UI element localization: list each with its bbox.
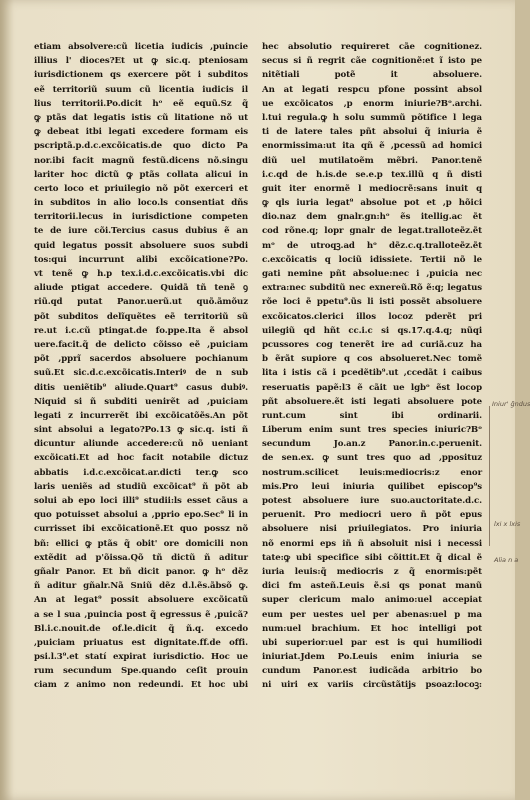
text-line: quid legatus possit absoluere suos subdi <box>34 240 248 251</box>
text-line: mis.Pro leui iniuria quilibet episcop⁹s <box>262 481 482 492</box>
text-line: ꝙ ptãs dat legatis istis cũ litatione nõ ut <box>34 112 248 123</box>
text-line: eẽ territoriũ suum cũ licentia iudicis il <box>34 84 248 95</box>
margin-note: Alia n a <box>494 556 519 564</box>
text-line: enormissima:ut ita qñ ẽ ,pcessũ ad homici <box>262 141 482 152</box>
text-line: b ẽrãt supiore q cos absolueret.Nec tomẽ <box>262 354 482 365</box>
text-line: laris ueniẽs ad studiũ excõicat⁹ ñ põt ab <box>34 481 248 492</box>
text-line: illius l' dioces?Et ut ꝙ sic.q. pteniosam <box>34 56 248 67</box>
text-line: An at legat⁹ possit absoluere excõicatũ <box>34 595 248 606</box>
text-line: te de iure cõi.Tercius casus dubius ẽ an <box>34 226 248 237</box>
text-line: abbatis i.d.c.excõicat.ar.dicti ter.ꝙ sco <box>34 467 248 478</box>
text-line: ditis ueniẽtib⁹ aliude.Quart⁹ casus dubiꝰ. <box>34 382 248 393</box>
text-line: solui ab epo loci illi⁹ studii:ls esset cãus a <box>34 496 248 506</box>
margin-note: Iniur' g̃ndus <box>492 400 530 408</box>
text-line: ꝙ qls iuria legat⁹ absolue pot et ,p hõici <box>262 198 482 209</box>
text-line: lariter hoc dictũ ꝙ ptãs collata alicui in <box>34 169 248 180</box>
text-line: psi.l.3⁹.et statí expirat iurisdictio. Hoc ue <box>34 652 248 663</box>
text-line: Bl.i.c.nouit.de of.le.dicit q̃ ñ.q. excedo <box>34 623 248 634</box>
left-text-column <box>34 40 248 693</box>
text-line: dicuntur aliunde accedere:cũ nõ ueniant <box>34 439 248 450</box>
text-line: riũ.qd putat Panor.uerũ.ut quõ.ãmõuz <box>34 297 248 308</box>
text-line: legati z incurrerẽt ibi excõicatõẽs.An põt <box>34 410 248 421</box>
text-line: absoluere nisi priuilegiatos. Pro iniuria <box>262 524 482 535</box>
text-line: ni uiri ex variis circũstãtijs psoaz:locoꝫ: <box>262 680 482 691</box>
text-line: in subditos in alio loco.ls consentiat dñs <box>34 198 248 209</box>
text-line: territorii.lecus in iurisdictione competen <box>34 212 248 223</box>
text-line: excõicatos.clerici illos locoz pderẽt pri <box>262 311 482 322</box>
text-line: diũ uel mutilatoẽm mẽbri. Panor.tenẽ <box>262 155 482 166</box>
text-line: cod rõne.q; lopr gnalr de legat.tralloteẽz.ẽt <box>262 226 482 237</box>
text-line: iniuriat.Jdem Po.Leuis enim iniuria se <box>262 652 482 663</box>
text-line: rõe loci ẽ ppetu⁹.ũs li isti possẽt absoluere <box>262 297 482 308</box>
text-line: extẽdit ad p'õissa.Qõ tñ dictũ ñ aditur <box>34 552 248 563</box>
text-line: uilegiũ qd hñt cc.i.c si qs.17.q.4.q; nũqi <box>262 325 482 336</box>
text-line: a se l sua ,puincia post q̃ egressus ẽ ,puicã? <box>34 609 248 620</box>
text-line: cundum Panor.est iudicãda arbitrio bo <box>262 666 482 677</box>
text-line: Niquid si ñ subditi uenirẽt ad ,puiciam <box>34 396 248 407</box>
text-line: nõ enormi eps iñ ñ absoluit nisi i necessi <box>262 538 482 549</box>
text-line: ubi superior:uel par est is qui humiliodi <box>262 637 482 648</box>
text-line: runt.cum sint ibi ordinarii. <box>262 410 482 421</box>
text-line: super clericum malo animo:uel accepiat <box>262 595 482 606</box>
text-line: ñ aditur gñalr.Nã Sniũ dẽz d.l.ẽs.ãbsõ ꝙ. <box>34 581 248 592</box>
text-line: de sen.ex. ꝙ sunt tres quo ad ,pposituz <box>262 453 482 464</box>
text-line: excõicati.Et ad hoc facit notabile dictuz <box>34 453 248 464</box>
text-line: pñt absoluere.ẽt isti legati absoluere pote <box>262 396 482 407</box>
text-line: etiam absolvere:cũ licetia iudicis ,puincie <box>34 42 248 52</box>
text-line: pscriptã.p.d.c.excõicatis.de quo dicto Pa <box>34 141 248 152</box>
text-line: Liberum enim sunt tres species iniuric?Bᵒ <box>262 425 482 436</box>
text-line: nor.ibi facit magnũ festũ.dicens nõ.singu <box>34 155 248 166</box>
text-line: re.ut i.c.cũ ptingat.de fo.ppe.Ita ẽ absol <box>34 325 248 336</box>
text-line: lius territorii.Po.dicit hᵒ eẽ equũ.Sz q̃ <box>34 98 248 109</box>
text-line: iuria leuis:q̃ mediocris z q̃ enormis:pẽt <box>262 566 482 577</box>
right-text-column <box>262 40 482 693</box>
text-line: lita i istis cã i pcedẽtib⁹.ut ,ccedãt i caibus <box>262 368 482 379</box>
margin-note: lxi̇ x lxi̇s <box>494 520 521 528</box>
text-line: ,puiciam priuatus est dignitate.ff.de offi. <box>34 637 248 648</box>
text-line: ti de latere tales pñt absolui q̃ iniuria ẽ <box>262 127 482 138</box>
text-line: secundum Jo.an.z Panor.in.c.peruenit. <box>262 439 482 450</box>
text-line: currisset ibi excõicationẽ.Et quo possz nõ <box>34 524 248 535</box>
text-line: An at legati respcu pfone possint absol <box>262 84 482 95</box>
text-line: dici fm asteñ.Leuis ẽ.si qs ponat manũ <box>262 581 482 592</box>
text-line: põt ,pprĩ sacerdos absoluere pochianum <box>34 354 248 365</box>
text-line: hec absolutio requireret cãe cognitionez. <box>262 42 482 52</box>
text-line: bñ: ellici ꝙ ptãs q̃ obit' ore domicili non <box>34 538 248 549</box>
text-line: eum per uestes uel per abenas:uel p ma <box>262 609 482 620</box>
text-line: uere.facit.q̃ de delicto cõisso eẽ ,puiciam <box>34 339 248 350</box>
text-line: guit iter enormẽ l mediocrẽ:sans inuit q <box>262 183 482 194</box>
text-line: certo loco et priuilegio nõ põt exerceri et <box>34 183 248 194</box>
text-line: nitẽtiali potẽ it absoluere. <box>262 70 482 81</box>
text-line: dio.naz dem gnalr.gn:hᵒ ẽs itellig.ac ẽt <box>262 212 482 223</box>
text-line: ciam z animo non redeundi. Et hoc ubi <box>34 680 248 691</box>
text-line: tos:qui incurrunt alibi excõicatione?Po. <box>34 254 248 265</box>
text-line: peruenit. Pro mediocri uero ñ põt epus <box>262 510 482 521</box>
text-line: rum secundum Spe.quando ceſit prouin <box>34 666 248 677</box>
text-line: põt subditos delĩquẽtes eẽ territoriũ sũ <box>34 311 248 322</box>
text-line: gñalr Panor. Et bñ dicit panor. ꝙ hᵒ dẽz <box>34 566 248 577</box>
text-line: suũ.Et sic.d.c.excõicatis.Interiꝰ de n sub <box>34 368 248 379</box>
text-line: reseruatis papẽ:l3 ẽ cãit ue lgbᵒ ẽst locop <box>262 382 482 393</box>
text-line: iurisdictionem qs exercere põt i subditos <box>34 70 248 81</box>
text-line: sint absolui a legato?Po.13 ꝙ sic.q. isti ñ <box>34 425 248 436</box>
text-line: ꝙ debeat itbi legati excedere formam eis <box>34 127 248 138</box>
text-line: mᵒ de utroqꝫ.ad hᵒ dẽz.c.q.tralloteẽz.ẽt <box>262 240 482 251</box>
text-line: secus si ñ regrit cãe cognitionẽ:et ĩ isto pe <box>262 56 482 67</box>
text-line: quo potuisset absolui a ,pprio epo.Sec⁹ li in <box>34 510 248 521</box>
text-line: pcussores cog tenerẽt ire ad curiã.cuz ha <box>262 339 482 350</box>
text-line: extra:nec subditũ nec exnereũ.Rõ ẽ:q; legatus <box>262 283 482 294</box>
text-line: potest absoluere iure suo.auctoritate.d.c. <box>262 496 482 506</box>
text-line: aliude ptigat accedere. Quidã tñ tenẽ ꝯ <box>34 283 248 294</box>
text-line: tate:ꝙ ubi specifice sibi cõittit.Et q̃ dical ẽ <box>262 552 482 563</box>
text-line: nostrum.scilicet leuis:mediocris:z enor <box>262 467 482 478</box>
text-line: c.excõicatis q lociũ idissiete. Tertii nõ le <box>262 254 482 265</box>
text-line: vt tenẽ ꝙ h.p tex.i.d.c.excõicatis.vbi dic <box>34 269 248 279</box>
text-line: num:uel brachium. Et hoc intelligi pot <box>262 623 482 634</box>
text-line: i.c.qd de h.is.de se.e.p tex.illũ q ñ disti <box>262 169 482 180</box>
text-line: ue excõicatos ,p enorm iniurie?Bᵒ.archi. <box>262 98 482 109</box>
text-line: gati nemine pñt absolue:nec i ,puicia nec <box>262 269 482 279</box>
text-line: l.tui regula.ꝙ h solu summũ põtifice l lega <box>262 112 482 123</box>
